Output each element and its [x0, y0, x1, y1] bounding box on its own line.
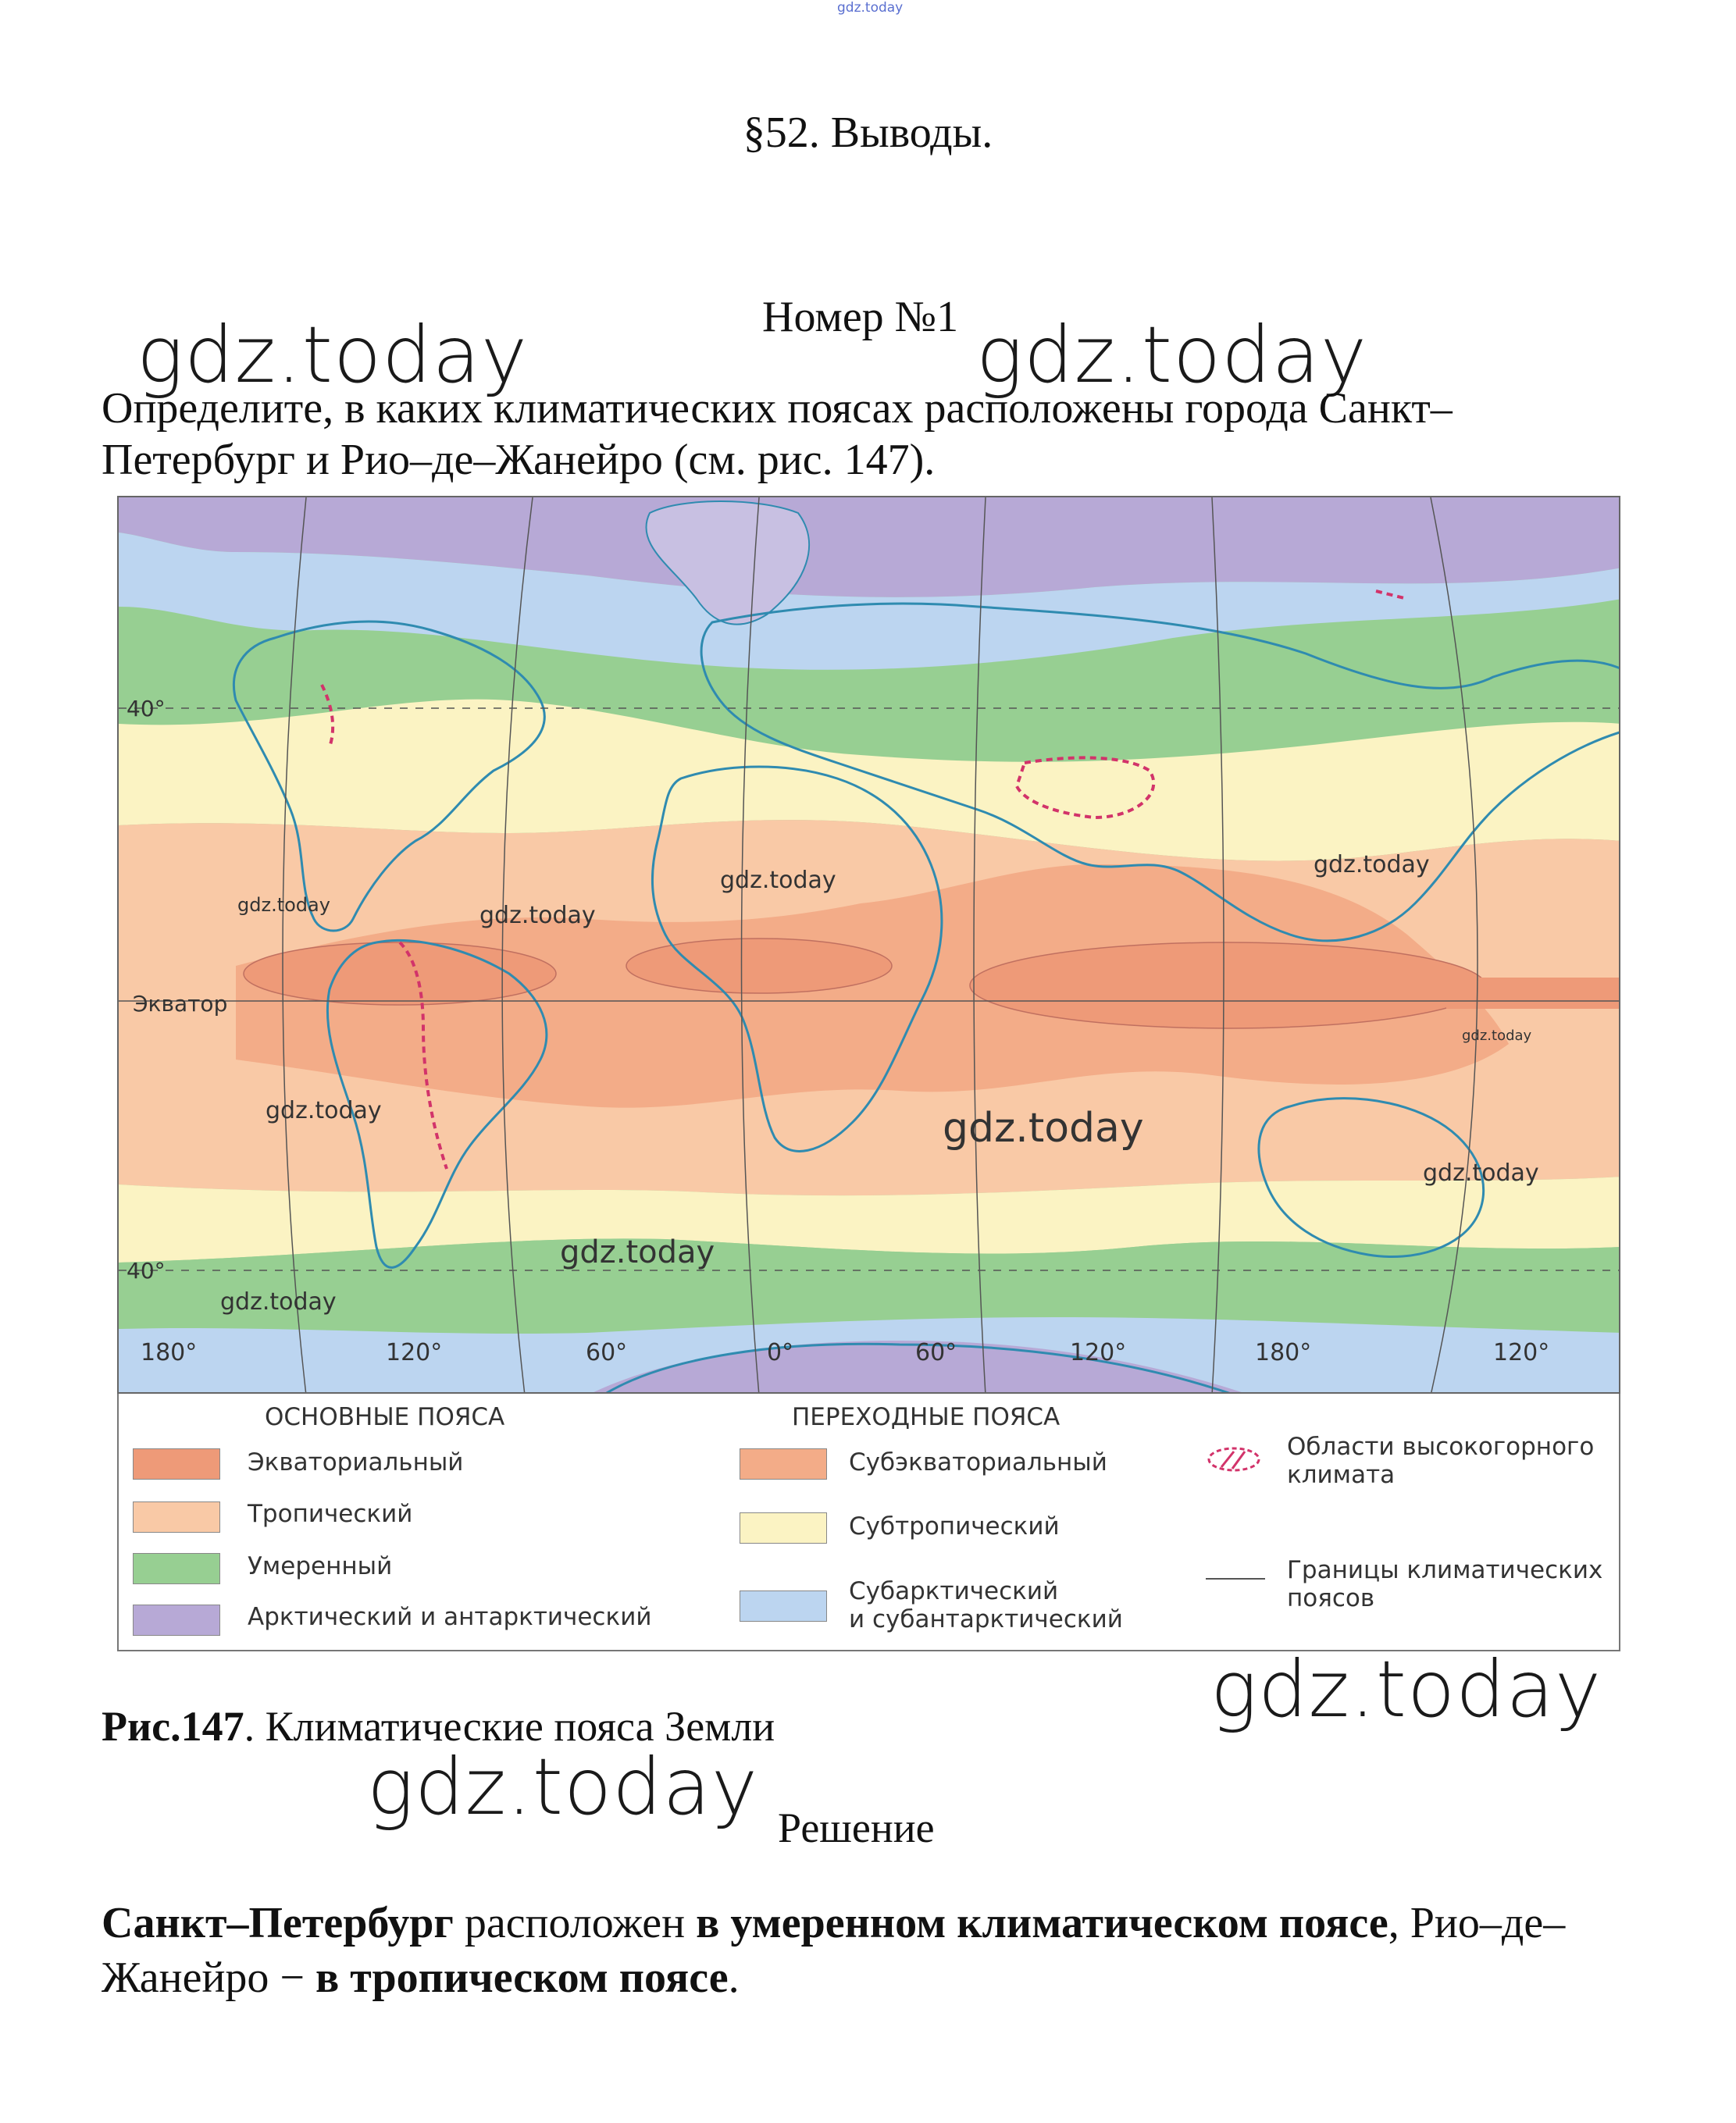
hatch-icon	[1206, 1445, 1262, 1473]
task-number: Номер №1	[762, 293, 959, 341]
equator-label: Экватор	[133, 991, 228, 1017]
map-watermark: gdz.today	[220, 1288, 337, 1316]
answer-city-1: Санкт–Петербург	[102, 1899, 454, 1947]
legend-label-subequatorial: Субэкваториальный	[849, 1448, 1107, 1476]
legend-label-tropical: Тропический	[248, 1500, 413, 1528]
legend-swatch-tropical	[133, 1501, 220, 1533]
map-watermark: gdz.today	[1314, 851, 1430, 878]
lon-label: 180°	[141, 1339, 198, 1366]
legend-border-symbol	[1206, 1578, 1265, 1580]
answer-belt-1: в умеренном климатическом поясе	[696, 1899, 1388, 1947]
legend-label-temperate: Умеренный	[248, 1552, 393, 1580]
map-watermark: gdz.today	[1462, 1028, 1532, 1044]
lon-label: 120°	[386, 1339, 443, 1366]
lon-label: 120°	[1070, 1339, 1127, 1366]
legend-label-borders: Границы климатических поясов	[1287, 1556, 1603, 1612]
page-title: §52. Выводы.	[743, 109, 993, 157]
lat-label-40n: 40°	[127, 696, 166, 721]
map-watermark: gdz.today	[237, 894, 330, 916]
legend-highland-symbol	[1206, 1445, 1262, 1473]
legend-swatch-subequatorial	[740, 1448, 827, 1480]
answer-text-part: расположен	[453, 1899, 697, 1947]
legend-label-subtropical: Субтропический	[849, 1512, 1060, 1541]
lon-label: 60°	[586, 1339, 628, 1366]
watermark: gdz.today	[976, 309, 1368, 401]
watermark: gdz.today	[1210, 1644, 1602, 1735]
temperate-south	[119, 1238, 1620, 1334]
answer-belt-2: в тропическом поясе	[315, 1954, 729, 2002]
caption-rest: . Климатические пояса Земли	[244, 1703, 775, 1750]
solution-label: Решение	[778, 1804, 935, 1851]
lon-label: 60°	[915, 1339, 957, 1366]
lon-label: 120°	[1493, 1339, 1550, 1366]
legend-main-header: ОСНОВНЫЕ ПОЯСА	[265, 1403, 505, 1431]
watermark: gdz.today	[137, 309, 529, 401]
climate-map	[117, 496, 1620, 1394]
legend-swatch-arctic	[133, 1605, 220, 1636]
lat-label-40s: 40°	[127, 1258, 166, 1284]
lon-label: 0°	[767, 1339, 794, 1366]
legend-transitional-header: ПЕРЕХОДНЫЕ ПОЯСА	[792, 1403, 1060, 1431]
legend-label-subarctic: Субарктический и субантарктический	[849, 1577, 1123, 1633]
map-watermark: gdz.today	[943, 1105, 1144, 1152]
climate-map-svg	[119, 497, 1620, 1394]
map-watermark: gdz.today	[479, 902, 596, 929]
map-watermark: gdz.today	[560, 1234, 715, 1270]
equatorial-africa	[626, 939, 892, 993]
caption-bold: Рис.147	[102, 1703, 244, 1750]
question-text: Определите, в каких климатических поясах расположены города Санкт–Петербург и Рио–де–Жанейро (см. рис. 147).	[102, 384, 1453, 484]
answer-text-part: , Рио–де–Жанейро −	[102, 1899, 1566, 2002]
answer-text	[102, 1896, 1632, 2005]
map-watermark: gdz.today	[720, 867, 836, 894]
top-watermark: gdz.today	[837, 0, 904, 16]
legend-label-highland: Области высокогорного климата	[1287, 1433, 1595, 1489]
legend-label-equatorial: Экваториальный	[248, 1448, 464, 1476]
legend-swatch-equatorial	[133, 1448, 220, 1480]
answer-text-part: .	[728, 1954, 740, 2002]
map-watermark: gdz.today	[266, 1097, 382, 1124]
lon-label: 180°	[1255, 1339, 1312, 1366]
watermark: gdz.today	[367, 1741, 759, 1833]
legend-swatch-subarctic	[740, 1590, 827, 1622]
map-legend	[117, 1394, 1620, 1651]
legend-swatch-temperate	[133, 1553, 220, 1584]
equatorial-east	[1446, 978, 1620, 1009]
map-watermark: gdz.today	[1423, 1159, 1539, 1187]
legend-label-arctic: Арктический и антарктический	[248, 1603, 652, 1631]
legend-swatch-subtropical	[740, 1512, 827, 1544]
equatorial-asia	[970, 942, 1485, 1028]
